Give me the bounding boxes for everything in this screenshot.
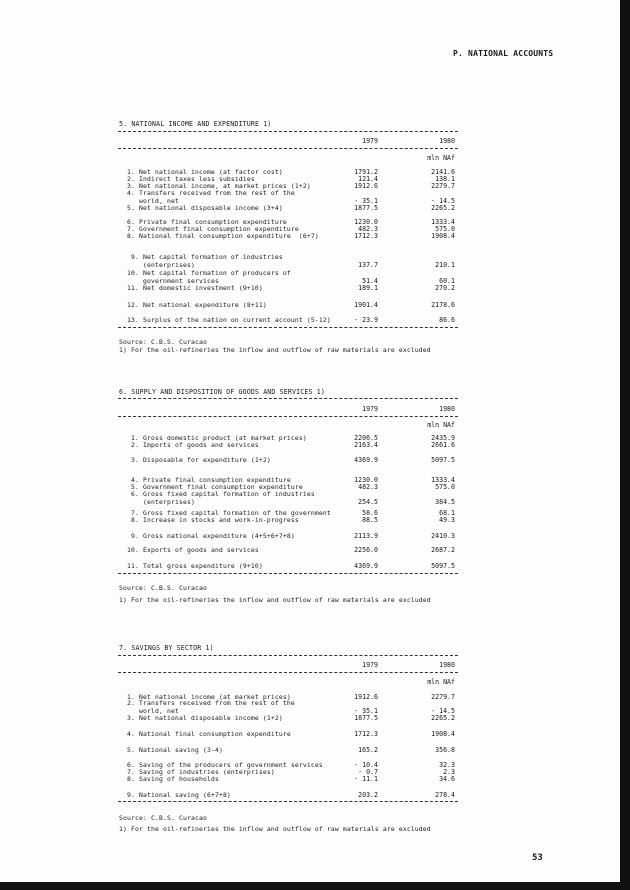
value-1980: 2661.6: [431, 441, 455, 449]
row-label: 8. Saving of households: [127, 775, 219, 783]
row-label: 10. Exports of goods and services: [127, 546, 259, 554]
column-header-1979: 1979: [362, 137, 378, 145]
value-1980: 356.8: [435, 746, 455, 754]
running-header: P. NATIONAL ACCOUNTS: [453, 49, 554, 58]
value-1979: 1912.6: [354, 693, 378, 701]
row-label: (enterprises): [127, 260, 195, 269]
column-header-1979: 1979: [362, 661, 378, 669]
value-1980: 1333.4: [431, 476, 455, 484]
value-1979: 58.6: [362, 509, 378, 517]
footnote: 1) For the oil-refineries the inflow and outflow of raw materials are excluded: [119, 346, 431, 354]
value-1979: 4369.9: [354, 562, 378, 570]
value-1979: 1877.5: [354, 204, 378, 212]
row-label: 12. Net national expenditure (8+11): [127, 301, 267, 309]
value-1980: 1908.4: [431, 232, 455, 240]
row-label: 3. Disposable for expenditure (1+2): [127, 456, 271, 464]
row-label: 9. National saving (6+7+8): [127, 791, 231, 799]
value-1980: 2265.2: [431, 204, 455, 212]
value-1980: 575.0: [435, 225, 455, 233]
row-label: 4. National final consumption expenditure: [127, 730, 291, 738]
row-label: 2. Indirect taxes less subsidies: [127, 175, 255, 183]
value-1979: 254.5: [358, 497, 378, 506]
value-1980: 278.4: [435, 791, 455, 799]
row-label: 8. National final consumption expenditure (6+7): [127, 232, 319, 240]
value-1979: - 35.1: [354, 706, 378, 715]
divider-dashed: [118, 327, 458, 328]
unit-label: mln NAf: [427, 154, 455, 162]
divider-dashed: [118, 672, 458, 673]
divider-dashed: [118, 148, 458, 149]
value-1979: 1712.3: [354, 232, 378, 240]
divider-dashed: [118, 573, 458, 574]
row-label: 3. Net national disposable income (1+2): [127, 714, 283, 722]
table-title: 5. NATIONAL INCOME AND EXPENDITURE 1): [119, 120, 272, 128]
row-label: 10. Net capital formation of producers of: [127, 269, 291, 277]
row-label: world, net: [127, 196, 179, 205]
value-1980: 34.6: [439, 775, 455, 783]
value-1979: 51.4: [362, 276, 378, 285]
value-1979: 2256.0: [354, 546, 378, 554]
value-1979: 482.3: [358, 483, 378, 491]
row-label: 5. Government final consumption expenditure: [127, 483, 303, 491]
row-label: 1. Gross domestic product (at market prices): [127, 434, 307, 442]
column-header-1979: 1979: [362, 405, 378, 413]
row-label: 1. Net national income (at factor cost): [127, 168, 283, 176]
value-1979: 203.2: [358, 791, 378, 799]
value-1979: 4369.9: [354, 456, 378, 464]
row-label: 6. Gross fixed capital formation of industries: [127, 490, 315, 498]
unit-label: mln NAf: [427, 678, 455, 686]
row-label: 5. Net national disposable income (3+4): [127, 204, 283, 212]
row-label: 11. Total gross expenditure (9+10): [127, 562, 263, 570]
divider-dashed: [118, 416, 458, 417]
table-title: 6. SUPPLY AND DISPOSITION OF GOODS AND SERVICES 1): [119, 388, 325, 396]
value-1979: - 10.4: [354, 761, 378, 769]
value-1979: 88.5: [362, 516, 378, 524]
value-1980: 2279.7: [431, 693, 455, 701]
table-title: 7. SAVINGS BY SECTOR 1): [119, 644, 214, 652]
scan-edge-bottom: [0, 882, 630, 890]
value-1979: 1901.4: [354, 301, 378, 309]
row-label: 7. Gross fixed capital formation of the government: [127, 509, 331, 517]
value-1980: 384.5: [435, 497, 455, 506]
column-header-1980: 1980: [439, 137, 455, 145]
value-1980: - 14.5: [431, 196, 455, 205]
value-1979: 2206.5: [354, 434, 378, 442]
value-1980: 2265.2: [431, 714, 455, 722]
value-1980: 2687.2: [431, 546, 455, 554]
value-1980: 1333.4: [431, 218, 455, 226]
value-1980: 575.0: [435, 483, 455, 491]
value-1979: 121.4: [358, 175, 378, 183]
value-1980: 49.3: [439, 516, 455, 524]
value-1980: 2435.9: [431, 434, 455, 442]
value-1979: 1712.3: [354, 730, 378, 738]
value-1980: 86.6: [439, 316, 455, 324]
scan-edge-right: [620, 0, 630, 890]
footnote: 1) For the oil-refineries the inflow and outflow of raw materials are excluded: [119, 596, 431, 604]
value-1979: 1912.6: [354, 182, 378, 190]
column-header-1980: 1980: [439, 405, 455, 413]
unit-label: mln NAf: [427, 421, 455, 429]
row-label: 4. Transfers received from the rest of the: [127, 189, 295, 197]
divider-dashed: [118, 801, 458, 802]
value-1980: 2410.3: [431, 532, 455, 540]
value-1980: - 14.5: [431, 706, 455, 715]
row-label: 9. Net capital formation of industries: [127, 253, 283, 261]
value-1979: 1230.0: [354, 218, 378, 226]
row-label: 3. Net national income, at market prices (1+2): [127, 182, 311, 190]
value-1980: 60.1: [439, 276, 455, 285]
divider-dashed: [118, 131, 458, 132]
row-label: 6. Private final consumption expenditure: [127, 218, 287, 226]
value-1980: 2279.7: [431, 182, 455, 190]
value-1980: 2141.6: [431, 168, 455, 176]
value-1979: 1230.0: [354, 476, 378, 484]
source-note: Source: C.B.S. Curacao: [119, 338, 207, 346]
value-1980: 138.1: [435, 175, 455, 183]
value-1980: 68.1: [439, 509, 455, 517]
value-1979: 482.3: [358, 225, 378, 233]
value-1980: 5097.5: [431, 562, 455, 570]
value-1979: 2163.4: [354, 441, 378, 449]
row-label: 11. Net domestic investment (9+10): [127, 284, 263, 292]
value-1979: 2113.9: [354, 532, 378, 540]
value-1979: 189.1: [358, 284, 378, 292]
page-number: 53: [532, 853, 543, 863]
value-1980: 5097.5: [431, 456, 455, 464]
row-label: 7. Saving of industries (enterprises): [127, 768, 275, 776]
row-label: world, net: [127, 706, 179, 715]
value-1979: 165.2: [358, 746, 378, 754]
source-note: Source: C.B.S. Curacao: [119, 814, 207, 822]
value-1979: - 23.9: [354, 316, 378, 324]
value-1979: - 35.1: [354, 196, 378, 205]
value-1980: 2.3: [443, 768, 455, 776]
row-label: 13. Surplus of the nation on current account (5-12): [127, 316, 331, 324]
row-label: 2. Imports of goods and services: [127, 441, 259, 449]
row-label: 2. Transfers received from the rest of the: [127, 699, 295, 707]
value-1979: - 11.1: [354, 775, 378, 783]
row-label: 8. Increase in stocks and work-in-progress: [127, 516, 299, 524]
divider-dashed: [118, 655, 458, 656]
footnote: 1) For the oil-refineries the inflow and outflow of raw materials are excluded: [119, 825, 431, 833]
row-label: 5. National saving (3-4): [127, 746, 223, 754]
row-label: government services: [127, 276, 219, 285]
source-note: Source: C.B.S. Curacao: [119, 584, 207, 592]
row-label: 7. Government final consumption expenditure: [127, 225, 299, 233]
value-1979: 1877.5: [354, 714, 378, 722]
value-1980: 32.3: [439, 761, 455, 769]
row-label: 6. Saving of the producers of government services: [127, 761, 323, 769]
divider-dashed: [118, 398, 458, 399]
row-label: (enterprises): [127, 497, 195, 506]
column-header-1980: 1980: [439, 661, 455, 669]
value-1980: 2178.6: [431, 301, 455, 309]
value-1979: - 0.7: [358, 768, 378, 776]
value-1979: 1791.2: [354, 168, 378, 176]
value-1980: 1908.4: [431, 730, 455, 738]
value-1979: 137.7: [358, 260, 378, 269]
row-label: 1. Net national income (at market prices): [127, 693, 291, 701]
value-1980: 210.1: [435, 260, 455, 269]
value-1980: 270.2: [435, 284, 455, 292]
row-label: 4. Private final consumption expenditure: [127, 476, 291, 484]
row-label: 9. Gross national expenditure (4+5+6+7+8): [127, 532, 295, 540]
